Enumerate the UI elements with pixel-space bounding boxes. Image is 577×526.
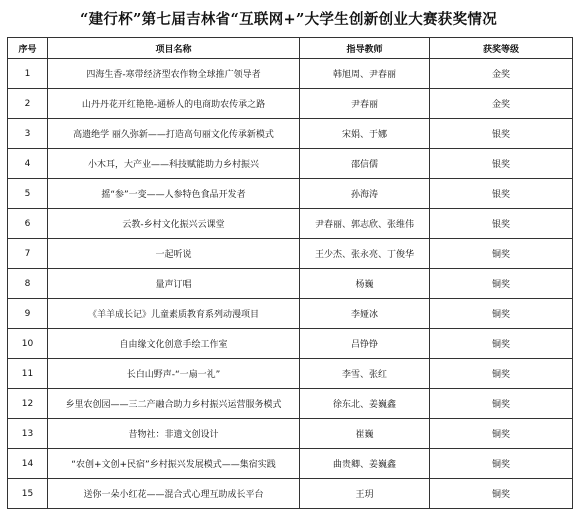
cell-teacher: 孙海涛 <box>300 179 430 209</box>
cell-teacher: 尹春丽 <box>300 89 430 119</box>
table-row <box>8 209 573 239</box>
cell-award: 铜奖 <box>430 449 573 479</box>
cell-no: 8 <box>8 269 48 299</box>
cell-project: 云教-乡村文化振兴云课堂 <box>48 209 300 239</box>
cell-award: 铜奖 <box>430 329 573 359</box>
cell-project: 高遗绝学 丽久弥新——打造高句丽文化传承新模式 <box>48 119 300 149</box>
cell-project: 自由缘文化创意手绘工作室 <box>48 329 300 359</box>
cell-award: 银奖 <box>430 119 573 149</box>
header-teacher: 指导教师 <box>300 38 430 59</box>
cell-project: 昔物社：非遗文创设计 <box>48 419 300 449</box>
cell-no: 2 <box>8 89 48 119</box>
table-row <box>8 179 573 209</box>
cell-project: 送你一朵小红花——混合式心理互助成长平台 <box>48 479 300 509</box>
cell-award: 铜奖 <box>430 389 573 419</box>
cell-project: 一起听说 <box>48 239 300 269</box>
document-title: “建行杯”第七届吉林省“互联网+”大学生创新创业大赛获奖情况 <box>79 11 497 28</box>
cell-project: 小木耳，大产业——科技赋能助力乡村振兴 <box>48 149 300 179</box>
cell-no: 5 <box>8 179 48 209</box>
cell-no: 10 <box>8 329 48 359</box>
table-row <box>8 419 573 449</box>
table-row <box>8 89 573 119</box>
cell-no: 9 <box>8 299 48 329</box>
cell-project: 四海生香-寒带经济型农作物全球推广领导者 <box>48 59 300 89</box>
cell-teacher: 宋娟、于娜 <box>300 119 430 149</box>
header-project: 项目名称 <box>48 38 300 59</box>
cell-no: 12 <box>8 389 48 419</box>
cell-award: 金奖 <box>430 59 573 89</box>
cell-teacher: 韩旭周、尹春丽 <box>300 59 430 89</box>
cell-award: 铜奖 <box>430 479 573 509</box>
cell-no: 1 <box>8 59 48 89</box>
cell-no: 15 <box>8 479 48 509</box>
table-row <box>8 299 573 329</box>
table-row <box>8 239 573 269</box>
cell-teacher: 杨巍 <box>300 269 430 299</box>
cell-award: 银奖 <box>430 179 573 209</box>
table-row <box>8 59 573 89</box>
table-row <box>8 479 573 509</box>
header-award: 获奖等级 <box>430 38 573 59</box>
cell-project: 《羊羊成长记》儿童素质教育系列动漫项目 <box>48 299 300 329</box>
cell-teacher: 曲贵卿、姜巍鑫 <box>300 449 430 479</box>
cell-teacher: 邵信儒 <box>300 149 430 179</box>
table-row <box>8 119 573 149</box>
table-row <box>8 269 573 299</box>
table-row <box>8 149 573 179</box>
cell-project: 量声订唱 <box>48 269 300 299</box>
cell-project: 摇“参”一变——人参特色食品开发者 <box>48 179 300 209</box>
cell-project: 长白山野声-“一扇一礼” <box>48 359 300 389</box>
table-body <box>8 59 573 509</box>
cell-no: 6 <box>8 209 48 239</box>
cell-teacher: 徐东北、姜巍鑫 <box>300 389 430 419</box>
cell-teacher: 李雪、张红 <box>300 359 430 389</box>
header-row <box>8 38 573 59</box>
cell-award: 铜奖 <box>430 239 573 269</box>
cell-award: 铜奖 <box>430 419 573 449</box>
header-no: 序号 <box>8 38 48 59</box>
table-row <box>8 329 573 359</box>
cell-award: 银奖 <box>430 209 573 239</box>
cell-teacher: 吕铮铮 <box>300 329 430 359</box>
awards-table <box>7 37 573 509</box>
cell-award: 铜奖 <box>430 269 573 299</box>
cell-teacher: 李娅冰 <box>300 299 430 329</box>
cell-no: 11 <box>8 359 48 389</box>
cell-project: “农创+文创+民宿”乡村振兴发展模式——集宿实践 <box>48 449 300 479</box>
cell-no: 7 <box>8 239 48 269</box>
cell-award: 铜奖 <box>430 359 573 389</box>
cell-teacher: 王玥 <box>300 479 430 509</box>
cell-teacher: 王少杰、张永亮、丁俊华 <box>300 239 430 269</box>
cell-award: 金奖 <box>430 89 573 119</box>
cell-no: 3 <box>8 119 48 149</box>
cell-award: 铜奖 <box>430 299 573 329</box>
table-row <box>8 359 573 389</box>
cell-teacher: 崔巍 <box>300 419 430 449</box>
cell-award: 银奖 <box>430 149 573 179</box>
cell-teacher: 尹春丽、郭志欣、张维伟 <box>300 209 430 239</box>
table-row <box>8 449 573 479</box>
table-header <box>8 38 573 59</box>
cell-project: 乡里农创园——三二产融合助力乡村振兴运营服务模式 <box>48 389 300 419</box>
cell-project: 山丹丹花开红艳艳-通桥人的电商助农传承之路 <box>48 89 300 119</box>
cell-no: 13 <box>8 419 48 449</box>
cell-no: 14 <box>8 449 48 479</box>
cell-no: 4 <box>8 149 48 179</box>
table-row <box>8 389 573 419</box>
